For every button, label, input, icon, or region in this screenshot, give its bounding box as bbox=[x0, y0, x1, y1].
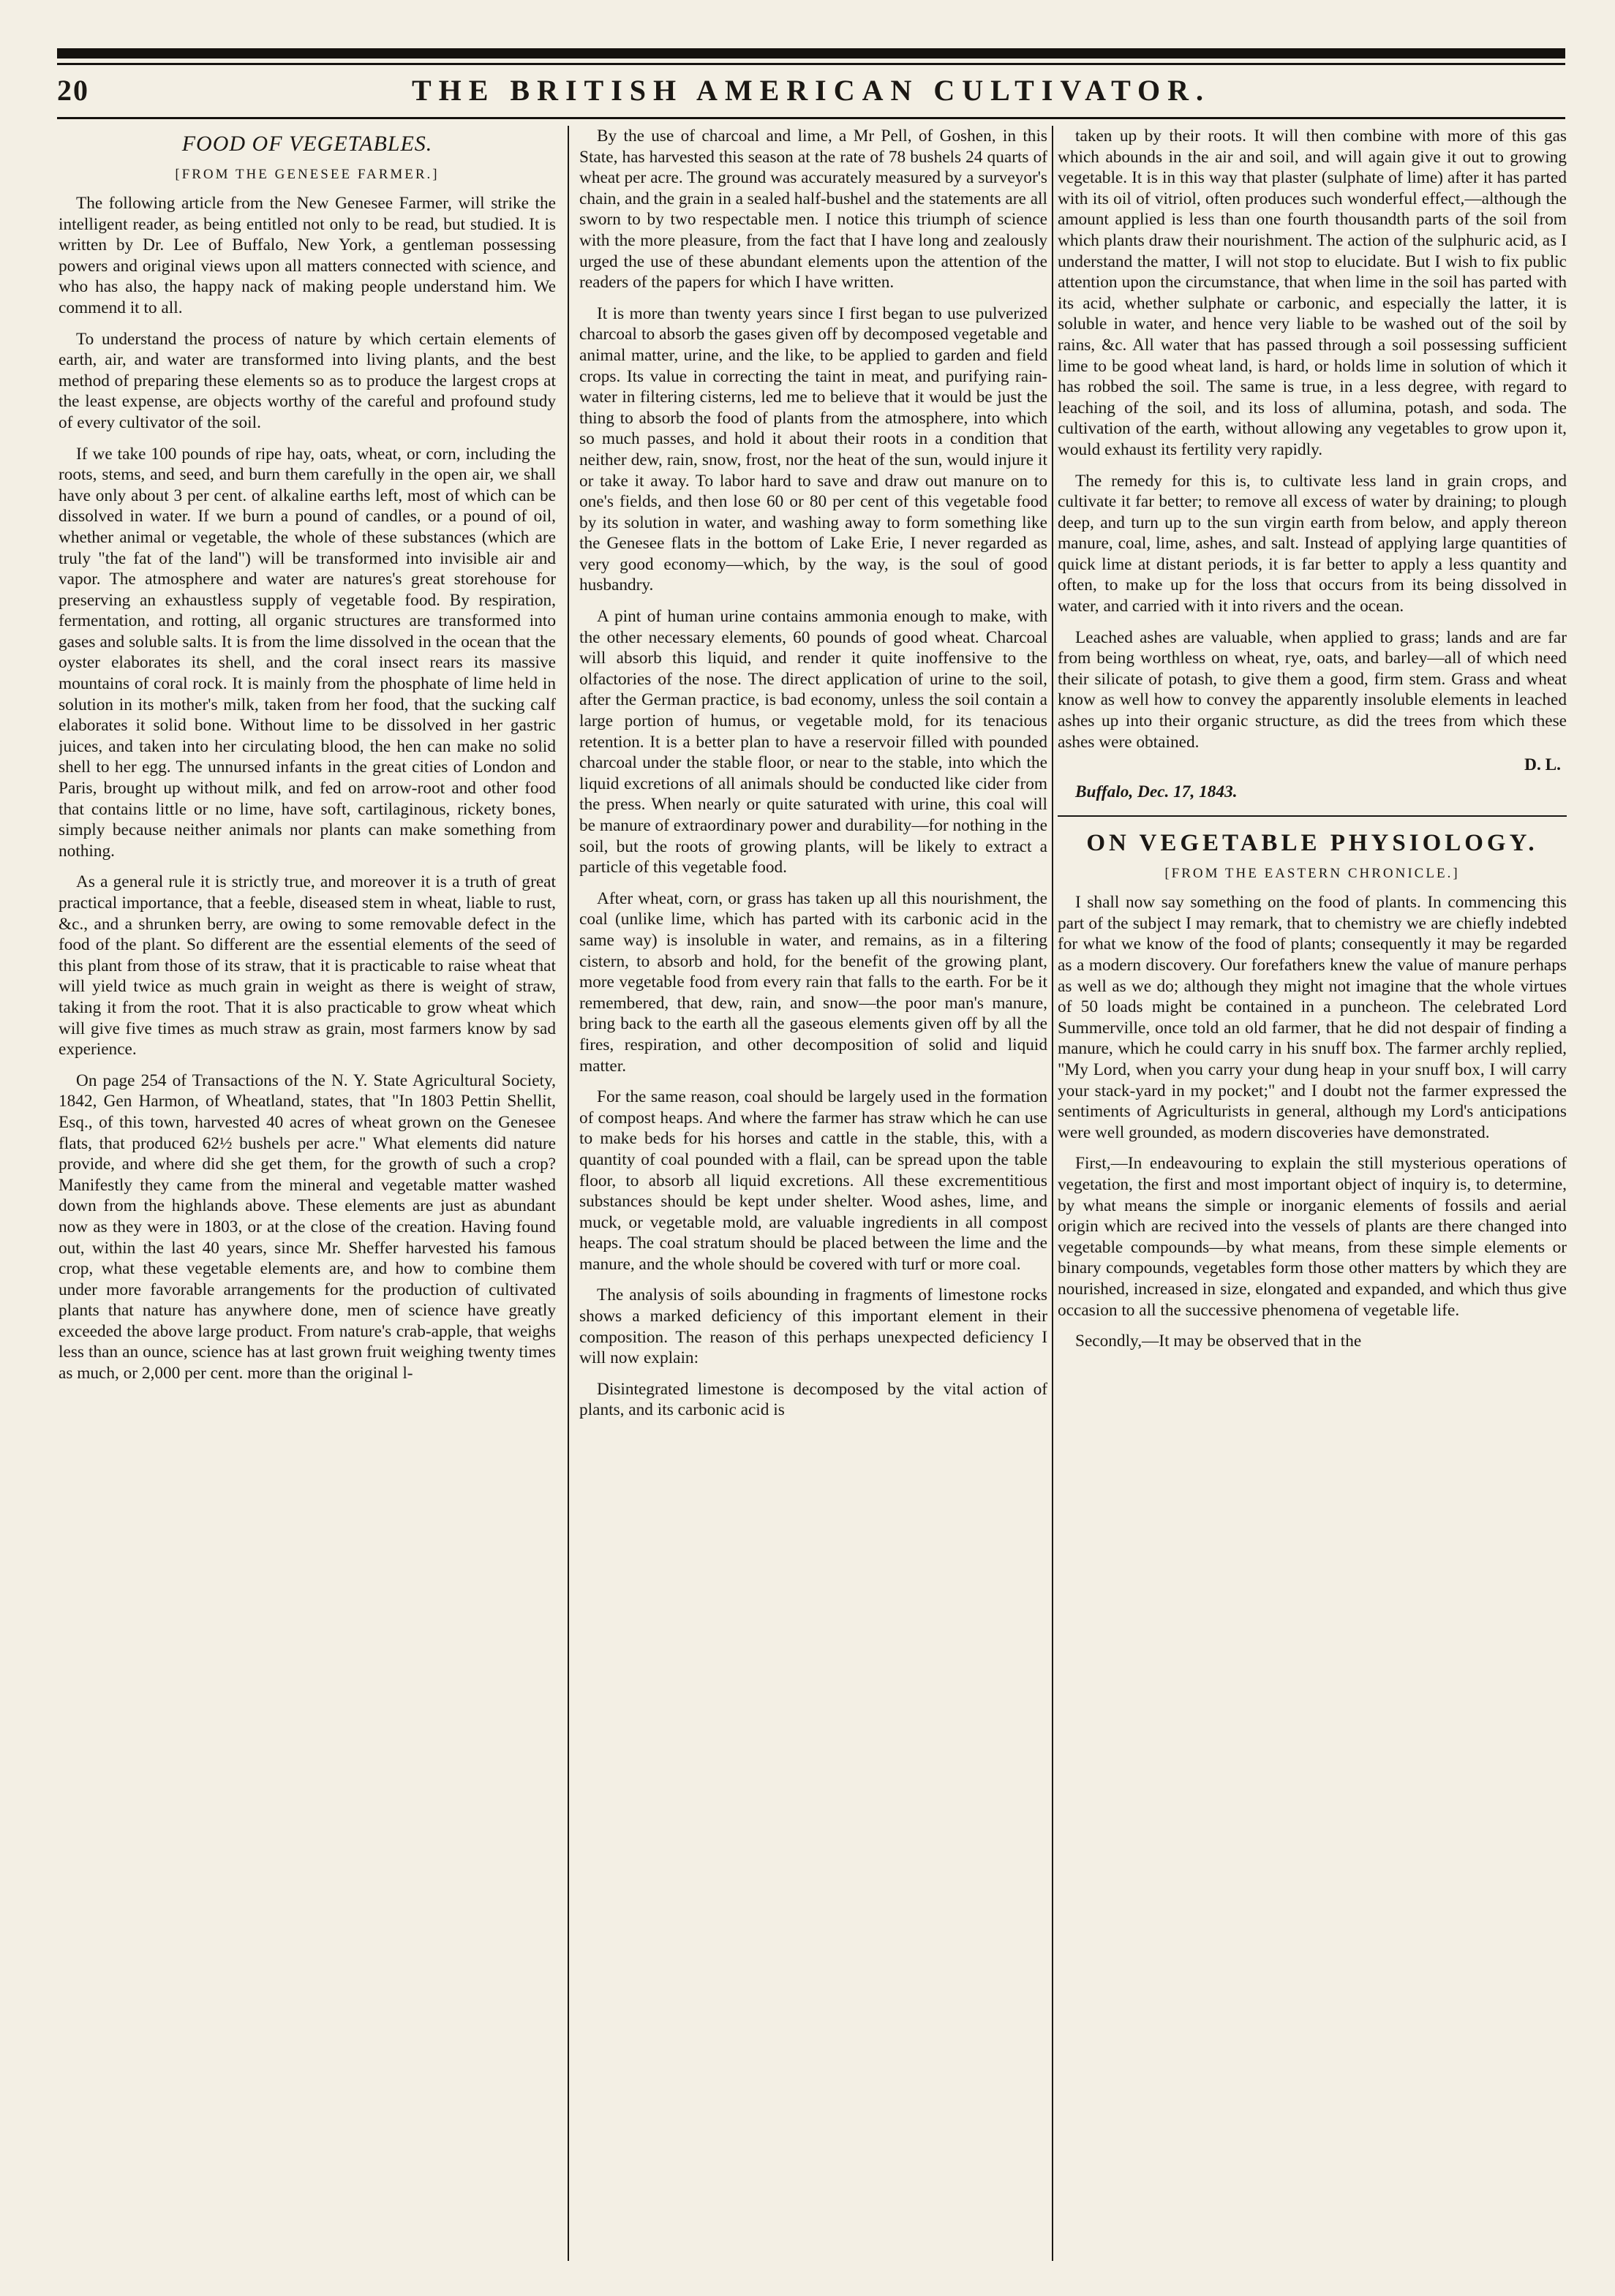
paragraph: Disintegrated limestone is decomposed by the vital action of plants, and its carbonic acid is bbox=[579, 1379, 1047, 1420]
column-1 bbox=[59, 126, 556, 2261]
paragraph: A pint of human urine contains ammonia enough to make, with the other necessary elements, 60 pounds of good wheat. Charcoal will absorb this liquid, and render it quite inoffensive to the olfactories of the nose. The direct application of urine to the soil, after the German practice, is bad economy, unless the soil contain a large portion of humus, or vegetable mold, for its tenacious retention. It is a better plan to have a reservoir filled with pounded charcoal under the stable floor, or near to the stable, into which the liquid excretions of all animals should be conducted like cider from the press. When nearly or quite saturated with urine, this coal will be manure of extraordinary power and durability—for nothing in the soil, but the roots of growing plants, will be likely to extract a particle of this vegetable food. bbox=[579, 607, 1047, 877]
paragraph: Leached ashes are valuable, when applied to grass; lands and are far from being worthless on wheat, rye, oats, and barley—all of which need their silicate of potash, to give them a good, firm stem. Grass and wheat know as well how to convey the apparently insoluble elements in leached ashes up into their organic structure, as did the trees from which these ashes were obtained. bbox=[1058, 627, 1567, 752]
paragraph: I shall now say something on the food of plants. In commencing this part of the subject I may remark, that to chemistry we are chiefly indebted for what we know of the food of plants; consequently it may be regarded as a modern discovery. Our forefathers knew the value of manure perhaps as well as we do; although they might not imagine that the whole virtues of 50 loads might be contained in a puncheon. The celebrated Lord Summerville, once told an old farmer, that he did not despair of finding a manure, which he could carry in his snuff box. The farmer archly replied, "My Lord, when you carry your dung heap in your snuff box, I will carry your stack-yard in my pocket;" and I doubt not the farmer expressed the sentiments of Agriculturists in general, although my Lord's anticipations were well grounded, as modern discoveries have demonstrated. bbox=[1058, 893, 1567, 1142]
paragraph: For the same reason, coal should be largely used in the formation of compost heaps. And where the farmer has straw which he can use to make beds for his horses and cattle in the stable, this, with a quantity of coal pounded with a flail, can be spread upon the table floor, to absorb all liquid excretions. All these excrementitious substances should be kept under shelter. Wood ashes, lime, and muck, or vegetable mold, are valuable ingredients in all compost heaps. The coal stratum should be placed between the lime and the manure, and the whole should be covered with turf or more coal. bbox=[579, 1087, 1047, 1274]
paragraph: The analysis of soils abounding in fragments of limestone rocks shows a marked deficiency of this important element in their composition. The reason of this perhaps unexpected deficiency I will now explain: bbox=[579, 1285, 1047, 1368]
article-source: [FROM THE EASTERN CHRONICLE.] bbox=[1164, 866, 1460, 882]
paragraph: The remedy for this is, to cultivate less land in grain crops, and cultivate it far better; to remove all excess of water by draining; to plough deep, and turn up to the sun virgin earth from below, and apply thereon manure, coal, lime, ashes, and salt. Instead of applying large quantities of quick lime at distant periods, it is far better to apply a less quantity and often, to make up for the loss that occurs from its being dissolved in water, and carried with it into rivers and the ocean. bbox=[1058, 471, 1567, 616]
paragraph: First,—In endeavouring to explain the still mysterious operations of vegetation, the first and most important object of inquiry is, to determine, by what means the simple or inorganic elements of fossils and aerial origin which are recived into the vessels of plants are there changed into vegetable compounds—by what means, from these simple elements or binary compounds, vegetables form those other matters by which they are nourished, increased in size, elongated and expanded, and which thus give occasion to all the successive phenomena of vegetable life. bbox=[1058, 1154, 1567, 1320]
author-initials: D. L. bbox=[1524, 755, 1561, 775]
masthead-title: THE BRITISH AMERICAN CULTIVATOR. bbox=[411, 74, 1211, 107]
column-2 bbox=[579, 126, 1047, 2261]
paragraph: Secondly,—It may be observed that in the bbox=[1075, 1332, 1362, 1351]
top-thin-rule bbox=[57, 63, 1565, 65]
paragraph: By the use of charcoal and lime, a Mr Pell, of Goshen, in this State, has harvested this season at the rate of 78 bushels 24 quarts of wheat per acre. The ground was accurately measured by a surveyor's chain, and the grain in a sealed half-bushel and the statements are all sworn to by two respectable men. I notice this triumph of science with the more pleasure, from the fact that I have long and zealously urged the use of these abundant elements upon the attention of the readers of the papers for which I have written. bbox=[579, 126, 1047, 292]
paragraph: To understand the process of nature by which certain elements of earth, air, and water are transformed into living plants, and the best method of preparing these elements so as to produce the largest crops at the least expense, are objects worthy of the careful and profound study of every cultivator of the soil. bbox=[59, 329, 556, 432]
paragraph: It is more than twenty years since I first began to use pulverized charcoal to absorb the gases given off by decomposed vegetable and animal matter, urine, and the like, to be applied to garden and field crops. Its value in correcting the taint in meat, and purifying rain-water in filtering cisterns, led me to believe that it would be just the thing to absorb the food of plants from the atmosphere, into which so much passes, and hold it about their roots in a condition that neither dew, rain, snow, frost, nor the heat of the sun, would injure it or take it away. To labor hard to save and draw out manure on to one's fields, and then lose 60 or 80 per cent of this vegetable food by its solution in water, and washing away to form something like the Genesee flats in the bottom of Lake Erie, I never regarded as very good economy—which, by the way, is the soul of good husbandry. bbox=[579, 303, 1047, 595]
article-title: ON VEGETABLE PHYSIOLOGY. bbox=[1086, 830, 1538, 857]
paragraph: After wheat, corn, or grass has taken up all this nourishment, the coal (unlike lime, which has parted with its carbonic acid in the same way) is insoluble in water, and remains, as in a filtering cistern, to absorb and hold, for the benefit of the growing plant, more vegetable food from every rain that falls to the earth. For be it remembered, that dew, rain, and snow—the poor man's manure, bring back to the earth all the gaseous elements given off by all the fires, respiration, and other decomposition of solid and liquid matter. bbox=[579, 888, 1047, 1076]
paragraph: As a general rule it is strictly true, and moreover it is a truth of great practical importance, that a feeble, diseased stem in wheat, liable to rust, &c., and a shrunken berry, are owing to some removable defect in the food of the plant. So different are the essential elements of the seed of this plant from those of its straw, that it is practicable to raise wheat that will yield twice as much grain in weight as there is weight of straw, taking it from the root. That it is also practicable to grow wheat which will give five times as much straw as grain, most farmers know by sad experience. bbox=[59, 872, 556, 1060]
paragraph: If we take 100 pounds of ripe hay, oats, wheat, or corn, including the roots, stems, and seed, and burn them carefully in the open air, we shall have only about 3 per cent. of alkaline earths left, most of which can be dissolved in water. If we burn a pound of candles, or a pound of oil, whether animal or vegetable, the whole of these substances (which are truly "the fat of the land") will be transformed into invisible air and vapor. The atmosphere and water are natures's great storehouse for preserving an exhaustless supply of vegetable food. By respiration, fermentation, and rotting, all organic structures are transformed into gases and soluble salts. It is from the lime dissolved in the ocean that the oyster elaborates its shell, and the coral insect rears its massive mountains of coral rock. It is mainly from the phosphate of lime held in solution in its mother's milk, taken from her food, that the sucking calf elaborates it solid bone. Without lime to be dissolved in her gastric juices, and taken into her circulating blood, the hen can make no solid shell to her egg. The unnursed infants in the great cities of London and Paris, brought up without milk, and fed on arrow-root and other food that contains little or no lime, have soft, cartilaginous, rickety bones, simply because neither animals nor plants can make something from nothing. bbox=[59, 444, 556, 861]
column-3 bbox=[1058, 126, 1567, 2261]
paragraph: On page 254 of Transactions of the N. Y. State Agricultural Society, 1842, Gen Harmon, of Wheatland, states, that "In 1803 Pettin Shellit, Esq., of this town, harvested 40 acres of wheat grown on the Genesee flats, that produced 62½ bushels per acre." What elements did nature provide, and where did she get them, for the growth of such a crop? Manifestly they came from the mineral and vegetable matter washed down from the highlands above. These elements are just as abundant now as they were in 1803, or at the close of the creation. Having found out, within the last 40 years, since Mr. Sheffer harvested his famous crop, what these vegetable elements are, and how to combine them under more favorable arrangements for the production of cultivated plants that nature has anywhere done, men of science have greatly exceeded the above large product. From nature's crab-apple, that weighs less than an ounce, science has at last grown fruit weighing twenty times as much, or 2,000 per cent. more than the original l- bbox=[59, 1070, 556, 1383]
column-divider-1 bbox=[568, 126, 569, 2261]
header-rule bbox=[57, 117, 1565, 119]
article-title: FOOD OF VEGETABLES. bbox=[181, 132, 433, 156]
page-header bbox=[57, 70, 1565, 114]
paragraph: The following article from the New Genesee Farmer, will strike the intelligent reader, as being entitled not only to be read, but studied. It is written by Dr. Lee of Buffalo, New York, a gentleman possessing powers and original views upon all matters connected with science, and who has also, the happy nack of making people understand him. We commend it to all. bbox=[59, 194, 556, 317]
article-source: [FROM THE GENESEE FARMER.] bbox=[175, 167, 440, 182]
top-rule bbox=[57, 48, 1565, 58]
section-divider bbox=[1058, 815, 1567, 817]
paragraph: taken up by their roots. It will then combine with more of this gas which abounds in the air and soil, and will again give it out to growing vegetable. It is in this way that plaster (sulphate of lime) after it has parted with its oil of vitriol, often produces such wonderful effect,—although the amount applied is less than one fourth thousandth parts of the soil from which plants draw their nourishment. The action of the sulphuric acid, as I understand the matter, I will not stop to elucidate. But I wish to fix public attention upon the circumstance, that when lime in the soil has parted with its acid, whether sulphate or carbonic, and especially the latter, it is soluble in water, and hence very liable to be washed out of the soil by rains, &c. All water that has passed through a soil possessing sufficient lime to be good wheat land, is hard, or holds lime in solution of which it has robbed the soil. The same is true, in a less degree, with regard to leaching of the soil, and its loss of allumina, potash, and soda. The cultivation of the earth, without allowing any vegetables to grow upon it, would exhaust its fertility very rapidly. bbox=[1058, 126, 1567, 459]
column-divider-2 bbox=[1052, 126, 1053, 2261]
page-number: 20 bbox=[57, 74, 89, 107]
dateline: Buffalo, Dec. 17, 1843. bbox=[1075, 782, 1238, 802]
